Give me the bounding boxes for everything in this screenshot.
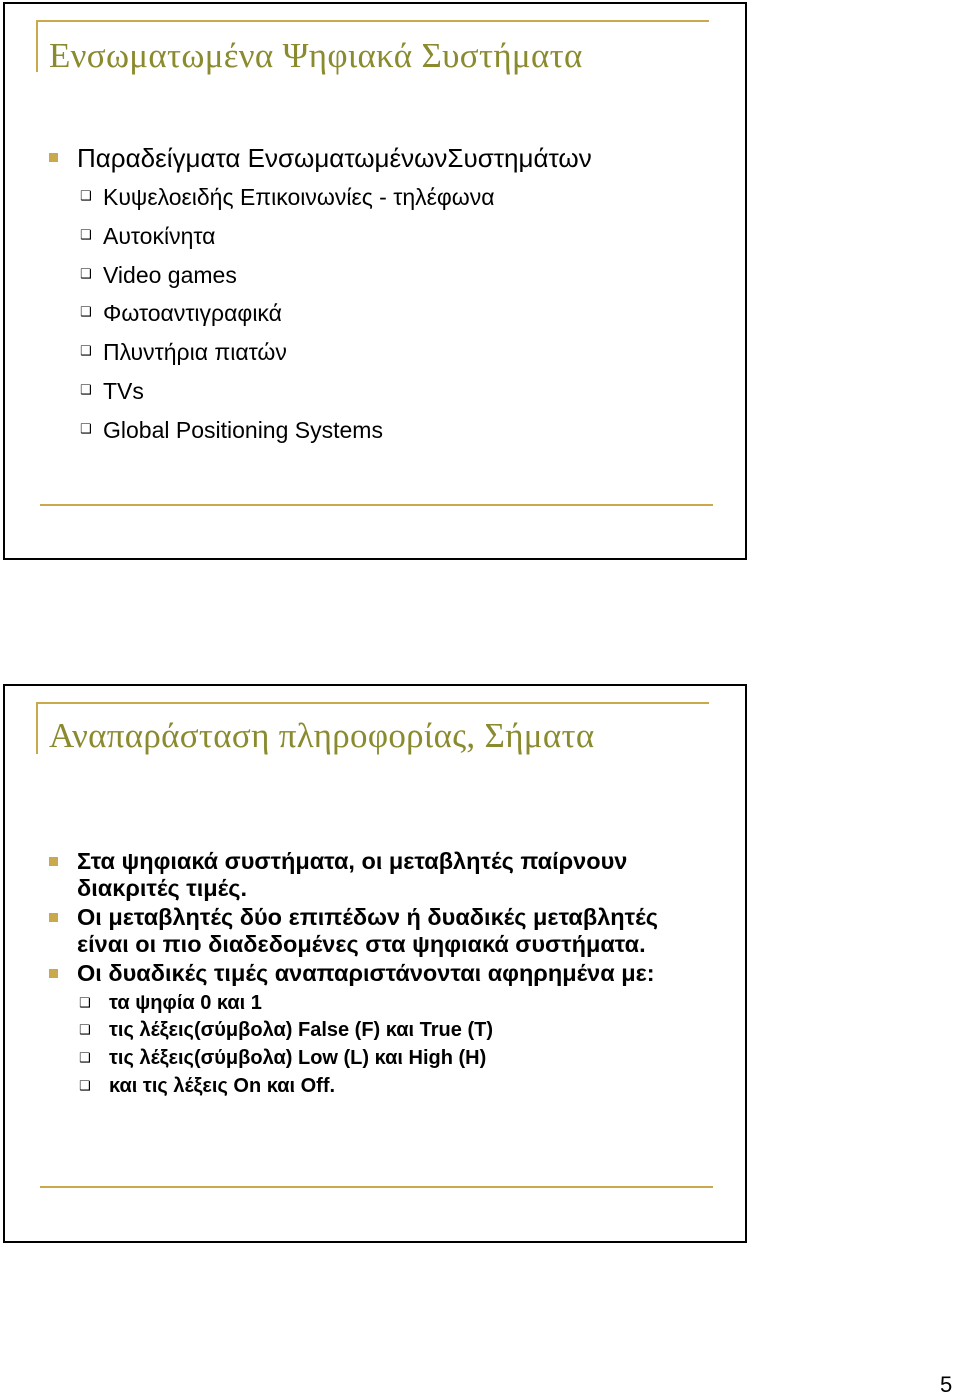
footer-rule	[40, 504, 713, 506]
bullet-text: Οι μεταβλητές δύο επιπέδων ή δυαδικές μεταβλητές είναι οι πιο διαδεδομένες στα ψηφιακά συστήματα.	[77, 904, 658, 957]
sub-bullet-text: Αυτοκίνητα	[103, 222, 216, 249]
hollow-square-bullet-icon: ❑	[80, 344, 92, 360]
sub-bullet-text: τις λέξεις(σύμβολα) Low (L) και High (H)	[109, 1047, 487, 1070]
title-left-rule	[36, 20, 38, 72]
square-bullet-icon	[49, 913, 58, 922]
sub-bullet-item	[5, 990, 705, 1018]
sub-bullet-item	[5, 333, 745, 372]
bullet-item	[5, 138, 745, 178]
bullet-item	[5, 904, 705, 957]
bullet-text: Στα ψηφιακά συστήματα, οι μεταβλητές παίρνουν διακριτές τιμές.	[77, 848, 628, 901]
sub-bullet-item	[5, 1045, 705, 1073]
hollow-square-bullet-icon: ❑	[80, 189, 92, 204]
hollow-square-bullet-icon: ❑	[80, 382, 92, 398]
sub-bullet-text: τα ψηφία 0 και 1	[109, 991, 262, 1014]
slide-title: Ενσωματωμένα Ψηφιακά Συστήματα	[49, 36, 583, 75]
sub-bullet-text: Φωτοαντιγραφικά	[103, 300, 282, 327]
hollow-square-bullet-icon: ❑	[80, 305, 92, 321]
sub-bullet-item	[5, 294, 745, 333]
hollow-square-bullet-icon: ❑	[79, 1051, 91, 1067]
sub-bullet-item	[5, 1017, 705, 1045]
sub-bullet-item	[5, 411, 745, 450]
sub-bullet-text: τις λέξεις(σύμβολα) False (F) και True (T)	[109, 1019, 493, 1042]
slide-1	[3, 2, 747, 560]
square-bullet-icon	[49, 153, 58, 162]
page-number: 5	[940, 1372, 953, 1397]
bullet-text: Παραδείγματα ΕνσωματωμένωνΣυστημάτων	[77, 143, 592, 173]
bullet-item	[5, 960, 705, 987]
sub-bullet-item	[5, 178, 745, 217]
slide-title: Αναπαράσταση πληροφορίας, Σήματα	[49, 716, 595, 755]
slide-2	[3, 684, 747, 1243]
title-top-rule	[36, 20, 709, 22]
bullet-list	[5, 848, 705, 1101]
sub-bullet-item	[5, 217, 745, 256]
sub-bullet-item	[5, 256, 745, 295]
sub-bullet-text: Video games	[103, 261, 237, 288]
hollow-square-bullet-icon: ❑	[79, 1078, 91, 1094]
footer-rule	[40, 1186, 713, 1188]
hollow-square-bullet-icon: ❑	[80, 227, 92, 243]
sub-bullet-text: και τις λέξεις On και Off.	[109, 1074, 336, 1097]
square-bullet-icon	[49, 969, 58, 978]
hollow-square-bullet-icon: ❑	[80, 266, 92, 282]
title-left-rule	[36, 702, 38, 754]
square-bullet-icon	[49, 857, 58, 866]
sub-bullet-item	[5, 372, 745, 411]
sub-bullet-text: Global Positioning Systems	[103, 416, 383, 443]
sub-bullet-text: TVs	[103, 377, 144, 404]
bullet-text: Οι δυαδικές τιμές αναπαριστάνονται αφηρημένα με:	[77, 960, 655, 986]
hollow-square-bullet-icon: ❑	[80, 421, 92, 437]
sub-bullet-text: Κυψελοειδής Επικοινωνίες - τηλέφωνα	[103, 184, 495, 210]
title-top-rule	[36, 702, 709, 704]
bullet-item	[5, 848, 705, 901]
hollow-square-bullet-icon: ❑	[79, 995, 91, 1011]
sub-bullet-item	[5, 1073, 705, 1101]
sub-bullet-text: Πλυντήρια πιατών	[103, 339, 287, 366]
hollow-square-bullet-icon: ❑	[79, 1023, 91, 1039]
bullet-list	[5, 138, 745, 450]
